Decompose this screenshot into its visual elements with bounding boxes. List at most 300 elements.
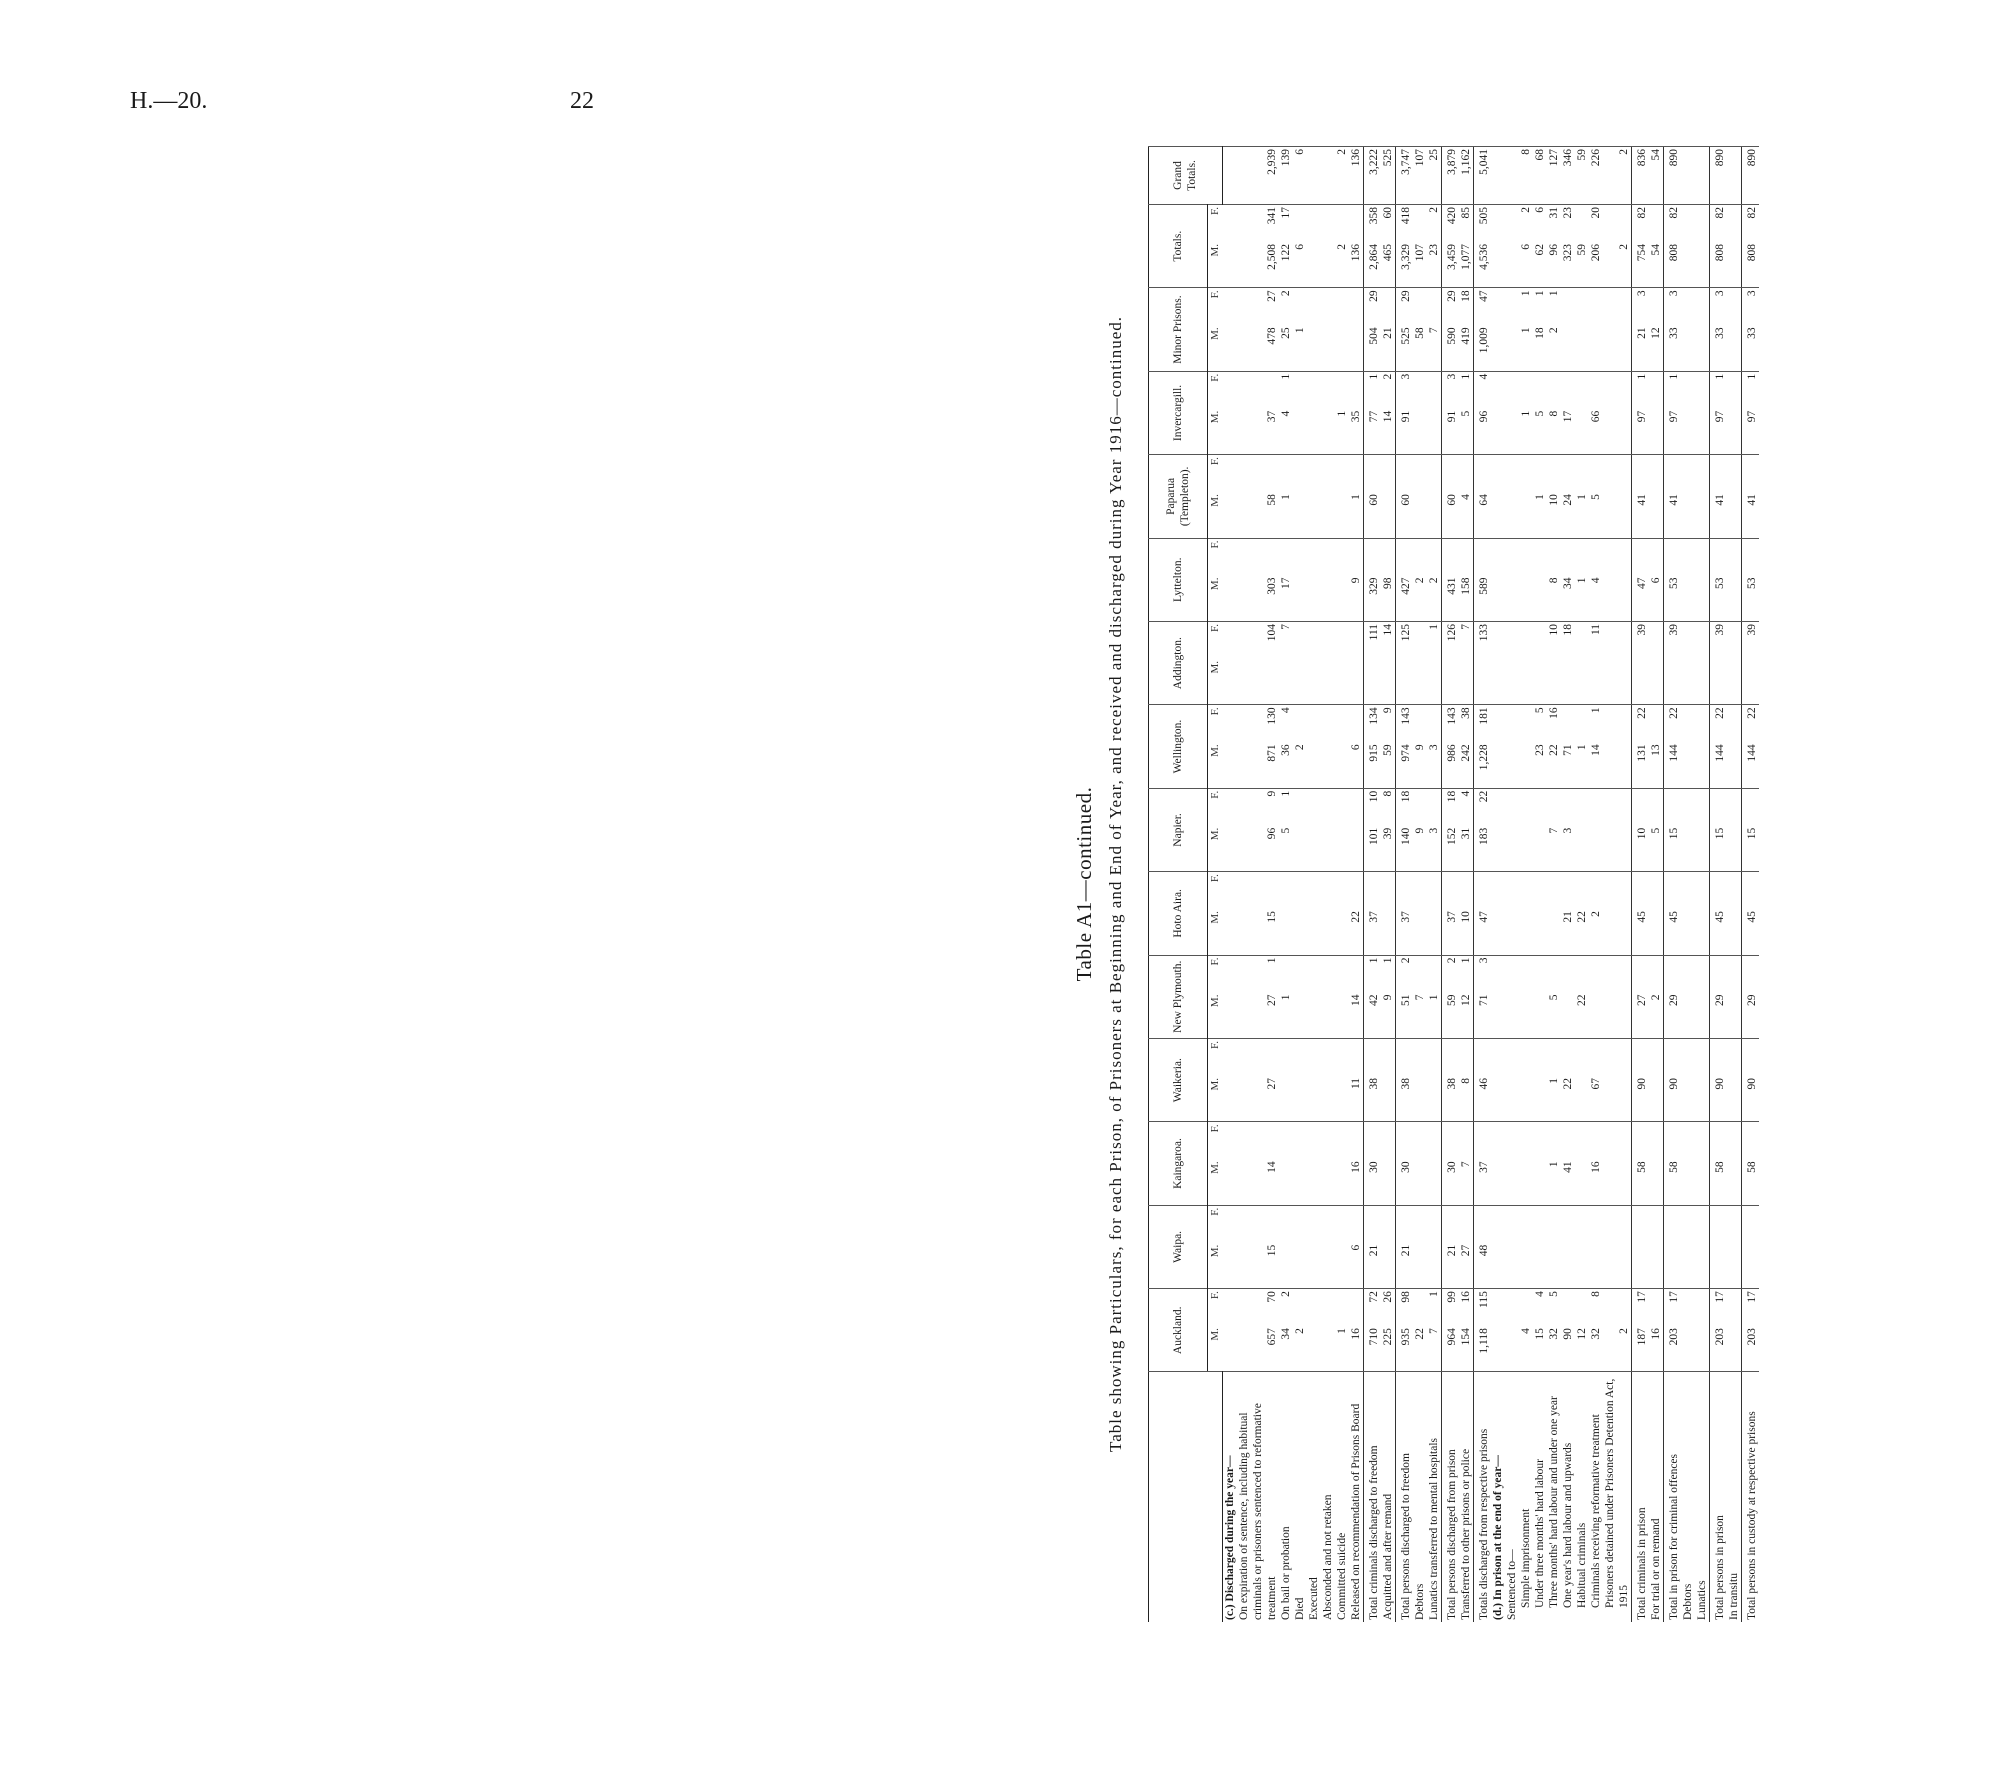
table-cell: 2 — [1427, 204, 1442, 242]
table-cell: 71 — [1561, 744, 1574, 756]
table-cell: 1,162 — [1459, 146, 1474, 204]
table-cell — [1695, 288, 1710, 326]
table-cell — [1649, 204, 1664, 242]
table-cell — [1505, 1243, 1519, 1289]
table-cell — [1519, 993, 1533, 1039]
table-cell — [1381, 1243, 1396, 1289]
table-cell — [1631, 872, 1649, 910]
table-cell — [1695, 204, 1710, 242]
table-cell: 7 — [1427, 327, 1440, 334]
table-cell — [1222, 705, 1237, 743]
table-cell: 17 — [1279, 577, 1292, 590]
table-cell — [1349, 621, 1364, 659]
row-label: On bail or probation — [1279, 1372, 1293, 1622]
table-cell: 181 — [1473, 705, 1491, 743]
column-header: Totals. — [1149, 204, 1208, 287]
table-cell — [1603, 705, 1632, 743]
table-row — [1363, 146, 1381, 1622]
table-cell: 3 — [1663, 288, 1681, 326]
table-cell: 187 — [1631, 1326, 1649, 1372]
table-cell — [1491, 1159, 1505, 1205]
table-cell — [1589, 325, 1603, 371]
table-cell: 808 — [1741, 242, 1759, 288]
table-cell: 60 — [1381, 204, 1396, 242]
table-cell — [1709, 538, 1727, 576]
row-label: For trial or on remand — [1649, 1372, 1664, 1622]
table-cell — [1727, 409, 1742, 455]
table-cell: 2 — [1547, 327, 1560, 334]
table-cell — [1695, 1243, 1710, 1289]
table-cell — [1427, 1122, 1442, 1160]
table-cell — [1681, 1243, 1695, 1289]
table-cell — [1335, 621, 1349, 659]
table-cell — [1473, 1205, 1491, 1243]
table-cell: 47 — [1473, 909, 1491, 955]
table-cell — [1491, 788, 1505, 826]
male-header: M. — [1209, 827, 1221, 841]
table-cell: 6 — [1293, 146, 1307, 204]
table-cell: 1 — [1741, 371, 1759, 409]
table-cell: 36 — [1279, 744, 1292, 756]
table-cell — [1293, 1159, 1307, 1205]
table-cell — [1491, 1243, 1505, 1289]
table-cell: 2 — [1395, 955, 1413, 993]
table-cell: 836 — [1631, 146, 1649, 204]
table-cell — [1307, 371, 1321, 409]
table-cell — [1335, 492, 1349, 538]
table-cell — [1695, 621, 1710, 659]
table-cell — [1533, 1159, 1547, 1205]
table-cell: 2,939 — [1237, 146, 1279, 204]
table-cell — [1321, 909, 1335, 955]
table-cell — [1681, 455, 1695, 493]
table-row — [1441, 146, 1459, 1622]
table-cell — [1575, 955, 1589, 993]
table-cell: 31 — [1547, 204, 1561, 242]
row-label: Lunatics transferred to mental hospitals — [1427, 1372, 1442, 1622]
table-row — [1381, 146, 1396, 1622]
table-cell: 17 — [1663, 1289, 1681, 1327]
table-cell: 21 — [1381, 327, 1394, 339]
table-cell — [1427, 492, 1442, 538]
table-cell — [1649, 371, 1664, 409]
table-row — [1709, 146, 1727, 1622]
table-row — [1321, 146, 1335, 1622]
table-cell: 18 — [1459, 288, 1474, 326]
table-cell — [1561, 371, 1575, 409]
row-label: Total persons in prison — [1709, 1372, 1727, 1622]
table-cell — [1681, 242, 1695, 288]
table-cell — [1307, 788, 1321, 826]
table-cell: 91 — [1441, 409, 1459, 455]
table-cell: 1 — [1709, 371, 1727, 409]
table-row — [1603, 146, 1632, 1622]
table-cell: 915 — [1363, 742, 1381, 788]
table-cell: 808 — [1709, 242, 1727, 288]
table-cell — [1307, 872, 1321, 910]
table-cell — [1491, 1289, 1505, 1327]
table-cell — [1727, 826, 1742, 872]
table-cell — [1533, 955, 1547, 993]
table-cell — [1727, 538, 1742, 576]
table-cell: 7 — [1547, 827, 1560, 834]
table-row — [1575, 146, 1589, 1622]
table-cell — [1681, 1326, 1695, 1372]
table-cell — [1441, 538, 1459, 576]
table-cell — [1505, 204, 1519, 242]
row-label: Under three months' hard labour — [1533, 1372, 1547, 1622]
table-cell — [1505, 146, 1519, 204]
table-cell: 39 — [1709, 621, 1727, 659]
table-cell — [1222, 1243, 1237, 1289]
table-cell — [1695, 826, 1710, 872]
table-cell — [1519, 1159, 1533, 1205]
header-label-cell — [1149, 1372, 1223, 1622]
table-cell: 419 — [1459, 327, 1472, 345]
table-cell — [1381, 872, 1396, 910]
table-cell — [1491, 288, 1505, 326]
table-cell — [1505, 1076, 1519, 1122]
table-cell — [1519, 955, 1533, 993]
table-cell — [1681, 955, 1695, 993]
table-cell — [1741, 1038, 1759, 1076]
table-cell — [1293, 371, 1307, 409]
male-header: M. — [1209, 744, 1221, 757]
table-cell: 11 — [1589, 621, 1603, 659]
table-cell — [1293, 1289, 1307, 1327]
table-cell: 5 — [1533, 410, 1546, 417]
table-cell — [1363, 455, 1381, 493]
table-cell: 97 — [1663, 409, 1681, 455]
table-cell: 6 — [1293, 243, 1306, 250]
table-cell — [1505, 742, 1519, 788]
table-cell — [1631, 788, 1649, 826]
table-cell — [1533, 788, 1547, 826]
table-cell — [1307, 826, 1321, 872]
table-cell: 4 — [1533, 1289, 1547, 1327]
table-cell — [1321, 538, 1335, 576]
table-cell: 1 — [1335, 1328, 1348, 1334]
table-cell — [1395, 1038, 1413, 1076]
table-cell: 525 — [1395, 325, 1413, 371]
table-cell: 1 — [1519, 288, 1533, 326]
table-cell: 60 — [1395, 492, 1413, 538]
table-cell: 15 — [1741, 826, 1759, 872]
table-cell — [1727, 204, 1742, 242]
table-cell — [1293, 455, 1307, 493]
column-header: Minor Prisons. — [1149, 288, 1208, 371]
table-cell: 46 — [1473, 1076, 1491, 1122]
male-header: M. — [1209, 410, 1221, 424]
table-cell — [1413, 1159, 1427, 1205]
table-cell — [1649, 1038, 1664, 1076]
table-cell — [1603, 538, 1632, 576]
table-cell — [1427, 1038, 1442, 1076]
table-cell — [1603, 1159, 1632, 1205]
table-cell — [1293, 1243, 1307, 1289]
table-cell — [1561, 993, 1575, 1039]
table-cell — [1695, 1076, 1710, 1122]
table-cell — [1519, 742, 1533, 788]
table-cell — [1335, 1038, 1349, 1076]
table-cell — [1741, 659, 1759, 705]
table-row — [1547, 146, 1561, 1622]
table-cell: 16 — [1547, 705, 1561, 743]
table-cell — [1695, 1205, 1710, 1243]
table-cell: 45 — [1709, 909, 1727, 955]
table-cell — [1589, 659, 1603, 705]
table-cell — [1473, 1038, 1491, 1076]
table-cell — [1222, 955, 1237, 993]
table-cell — [1349, 325, 1364, 371]
table-cell: 890 — [1709, 146, 1727, 204]
table-cell: 58 — [1709, 1159, 1727, 1205]
table-cell — [1427, 909, 1442, 955]
table-cell: 3 — [1631, 288, 1649, 326]
table-cell — [1491, 371, 1505, 409]
table-cell — [1681, 872, 1695, 910]
table-cell: 22 — [1631, 705, 1649, 743]
table-cell — [1427, 288, 1442, 326]
column-header: Hoto Aira. — [1149, 872, 1208, 955]
table-cell — [1519, 705, 1533, 743]
table-row — [1681, 146, 1695, 1622]
table-cell: 1 — [1427, 994, 1440, 1001]
table-cell: 2 — [1617, 243, 1630, 250]
table-cell — [1491, 1076, 1505, 1122]
table-cell: 39 — [1381, 827, 1394, 840]
table-cell — [1293, 492, 1307, 538]
table-cell — [1349, 872, 1364, 910]
table-cell — [1491, 1122, 1505, 1160]
table-cell: 130 — [1237, 705, 1279, 743]
table-cell: 6 — [1533, 204, 1547, 242]
row-label: Absconded and not retaken — [1321, 1372, 1335, 1622]
table-cell: 17 — [1279, 204, 1293, 242]
table-cell: 7 — [1279, 621, 1293, 659]
column-header: Waikeria. — [1149, 1038, 1208, 1121]
table-cell — [1307, 1326, 1321, 1372]
table-cell — [1293, 659, 1307, 705]
table-cell — [1695, 1289, 1710, 1327]
table-cell: 54 — [1649, 243, 1662, 256]
table-cell: 10 — [1363, 788, 1381, 826]
table-cell: 1,118 — [1473, 1326, 1491, 1372]
table-cell: 35 — [1349, 410, 1362, 423]
table-cell: 3,879 — [1441, 146, 1459, 204]
table-cell — [1491, 909, 1505, 955]
table-cell — [1603, 909, 1632, 955]
table-cell: 42 — [1363, 993, 1381, 1039]
table-cell — [1589, 826, 1603, 872]
table-cell: 1,077 — [1459, 243, 1472, 270]
table-cell: 1 — [1631, 371, 1649, 409]
table-cell: 5 — [1533, 705, 1547, 743]
table-cell — [1413, 538, 1427, 576]
table-cell — [1321, 659, 1335, 705]
table-cell: 22 — [1561, 1077, 1574, 1090]
table-cell — [1681, 1205, 1695, 1243]
table-cell: 18 — [1441, 788, 1459, 826]
table-cell — [1413, 872, 1427, 910]
page-header — [130, 88, 1030, 128]
table-cell — [1335, 455, 1349, 493]
table-cell — [1695, 325, 1710, 371]
table-cell — [1505, 705, 1519, 743]
table-cell — [1279, 909, 1293, 955]
table-cell: 1 — [1533, 494, 1546, 500]
table-cell — [1603, 788, 1632, 826]
table-cell — [1413, 371, 1427, 409]
table-cell: 38 — [1441, 1076, 1459, 1122]
table-cell: 2 — [1381, 371, 1396, 409]
table-cell: 3,747 — [1395, 146, 1413, 204]
table-cell: 11 — [1349, 1077, 1362, 1090]
table-cell — [1321, 705, 1335, 743]
table-cell: 7 — [1413, 994, 1426, 1001]
table-row — [1293, 146, 1307, 1622]
table-cell: 2 — [1279, 288, 1293, 326]
table-cell — [1575, 1076, 1589, 1122]
table-cell — [1603, 371, 1632, 409]
table-cell: 4 — [1589, 577, 1602, 584]
table-cell: 10 — [1547, 494, 1560, 506]
table-cell — [1519, 1038, 1533, 1076]
table-cell — [1561, 1038, 1575, 1076]
table-cell — [1533, 621, 1547, 659]
table-cell — [1575, 1122, 1589, 1160]
table-row — [1222, 146, 1237, 1622]
table-cell — [1321, 1076, 1335, 1122]
table-cell: 871 — [1265, 744, 1278, 762]
row-label: Simple imprisonment — [1519, 1372, 1533, 1622]
table-cell: 5 — [1589, 494, 1602, 500]
table-cell: 126 — [1441, 621, 1459, 659]
table-cell: 710 — [1363, 1326, 1381, 1372]
table-cell: 41 — [1631, 492, 1649, 538]
table-cell: 27 — [1631, 993, 1649, 1039]
table-cell — [1649, 909, 1664, 955]
table-cell: 104 — [1237, 621, 1279, 659]
table-cell — [1279, 1159, 1293, 1205]
table-cell — [1321, 455, 1335, 493]
table-row — [1663, 146, 1681, 1622]
table-cell — [1279, 1205, 1293, 1243]
table-cell — [1222, 659, 1237, 705]
table-cell: 12 — [1575, 1328, 1588, 1340]
table-cell: 225 — [1381, 1328, 1394, 1346]
table-cell — [1395, 659, 1413, 705]
table-cell — [1381, 538, 1396, 576]
table-cell — [1427, 955, 1442, 993]
table-cell — [1603, 1076, 1632, 1122]
table-cell — [1335, 909, 1349, 955]
table-cell — [1279, 1243, 1293, 1289]
table-cell: 37 — [1441, 909, 1459, 955]
table-cell — [1727, 242, 1742, 288]
table-cell — [1335, 371, 1349, 409]
table-cell — [1727, 1205, 1742, 1243]
table-cell: 890 — [1663, 146, 1681, 204]
table-cell: 32 — [1589, 1328, 1602, 1340]
table-cell — [1727, 1243, 1742, 1289]
table-cell — [1381, 659, 1396, 705]
table-cell: 431 — [1441, 576, 1459, 622]
table-cell: 34 — [1279, 1328, 1292, 1340]
table-cell — [1547, 1243, 1561, 1289]
table-cell: 4 — [1459, 494, 1472, 500]
table-cell — [1321, 204, 1335, 242]
table-cell — [1491, 705, 1505, 743]
table-cell — [1727, 492, 1742, 538]
table-cell: 158 — [1459, 577, 1472, 595]
table-cell — [1335, 872, 1349, 910]
row-label: Three months' hard labour and under one year — [1547, 1372, 1561, 1622]
table-cell — [1589, 538, 1603, 576]
table-cell — [1695, 409, 1710, 455]
table-cell: 22 — [1741, 705, 1759, 743]
table-cell: 144 — [1663, 742, 1681, 788]
table-cell — [1649, 1159, 1664, 1205]
table-cell — [1681, 1076, 1695, 1122]
table-cell — [1603, 455, 1632, 493]
table-cell — [1349, 1122, 1364, 1160]
table-cell — [1459, 1205, 1474, 1243]
table-cell: 4 — [1279, 410, 1292, 417]
table-cell — [1727, 742, 1742, 788]
table-cell — [1519, 1076, 1533, 1122]
table-cell: 17 — [1561, 410, 1574, 423]
table-cell: 3,329 — [1395, 242, 1413, 288]
table-cell: 59 — [1381, 744, 1394, 756]
table-cell — [1649, 1243, 1664, 1289]
table-cell — [1519, 1289, 1533, 1327]
table-cell — [1589, 993, 1603, 1039]
table-cell: 96 — [1547, 243, 1560, 256]
table-cell — [1505, 621, 1519, 659]
table-cell — [1349, 371, 1364, 409]
table-cell: 27 — [1459, 1244, 1472, 1257]
table-cell: 90 — [1741, 1076, 1759, 1122]
table-row — [1427, 146, 1442, 1622]
table-cell — [1681, 742, 1695, 788]
table-cell — [1631, 1243, 1649, 1289]
table-cell — [1335, 1243, 1349, 1289]
table-cell — [1575, 1038, 1589, 1076]
table-cell — [1663, 455, 1681, 493]
table-cell: 58 — [1663, 1159, 1681, 1205]
table-cell — [1603, 1205, 1632, 1243]
table-cell — [1519, 1243, 1533, 1289]
table-cell: 58 — [1413, 327, 1426, 339]
table-cell — [1547, 455, 1561, 493]
table-cell: 590 — [1441, 325, 1459, 371]
row-label: Total in prison for criminal offences — [1663, 1372, 1681, 1622]
table-cell — [1575, 705, 1589, 743]
table-cell — [1709, 955, 1727, 993]
table-cell — [1473, 455, 1491, 493]
table-cell — [1321, 1243, 1335, 1289]
table-cell — [1381, 492, 1396, 538]
table-cell — [1222, 826, 1237, 872]
column-header: Lyttelton. — [1149, 538, 1208, 621]
table-cell — [1519, 492, 1533, 538]
table-cell — [1491, 1326, 1505, 1372]
table-cell: 97 — [1709, 409, 1727, 455]
row-label: Debtors — [1413, 1372, 1427, 1622]
table-cell — [1663, 1122, 1681, 1160]
table-cell — [1293, 1038, 1307, 1076]
